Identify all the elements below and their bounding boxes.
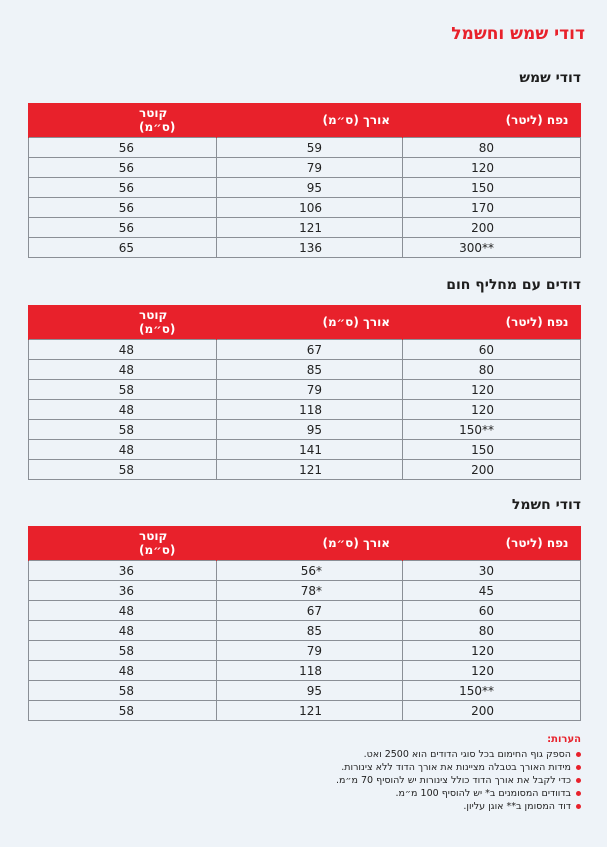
cell-capacity: 150 <box>403 178 581 198</box>
cell-diameter: 58 <box>29 701 217 721</box>
cell-length: *56 <box>217 561 403 581</box>
cell-length: *78 <box>217 581 403 601</box>
column-header-capacity: נפח (ליטר) <box>403 103 581 138</box>
section-title-electric: דודי חשמל <box>511 497 581 513</box>
table-heat-exchanger <box>28 305 581 480</box>
cell-length: 95 <box>217 681 403 701</box>
table-row <box>29 198 581 218</box>
table-row <box>29 701 581 721</box>
cell-diameter: 65 <box>29 238 217 258</box>
table-row <box>29 138 581 158</box>
cell-length: 67 <box>217 340 403 360</box>
note-item: מידות האורך בטבלה מציינות את אורך הדוד ללא צינורות. <box>41 761 581 774</box>
cell-diameter: 56 <box>29 138 217 158</box>
cell-diameter: 48 <box>29 601 217 621</box>
cell-length: 67 <box>217 601 403 621</box>
cell-length: 95 <box>217 420 403 440</box>
table-row <box>29 218 581 238</box>
column-header-length: אורך (ס״מ) <box>217 103 403 138</box>
cell-diameter: 48 <box>29 340 217 360</box>
section-title-heat-exchanger: דודים עם מחליף חום <box>446 277 581 293</box>
cell-length: 118 <box>217 661 403 681</box>
cell-diameter: 58 <box>29 380 217 400</box>
table-row <box>29 440 581 460</box>
cell-capacity: 120 <box>403 661 581 681</box>
cell-length: 85 <box>217 360 403 380</box>
cell-diameter: 56 <box>29 158 217 178</box>
cell-capacity: 60 <box>403 340 581 360</box>
note-item: דוד המסומן ב** אוגן עליון. <box>41 800 581 813</box>
cell-length: 95 <box>217 178 403 198</box>
table-row <box>29 621 581 641</box>
table-row <box>29 641 581 661</box>
column-header-diameter: קוטר (ס״מ) <box>29 526 217 561</box>
cell-diameter: 48 <box>29 661 217 681</box>
cell-length: 121 <box>217 460 403 480</box>
column-header-diameter: קוטר (ס״מ) <box>29 103 217 138</box>
table-row <box>29 661 581 681</box>
cell-capacity: 200 <box>403 218 581 238</box>
column-header-capacity: נפח (ליטר) <box>403 305 581 340</box>
table-row <box>29 561 581 581</box>
cell-length: 59 <box>217 138 403 158</box>
table-row <box>29 178 581 198</box>
cell-diameter: 36 <box>29 561 217 581</box>
table-row <box>29 360 581 380</box>
cell-diameter: 48 <box>29 440 217 460</box>
cell-capacity: **150 <box>403 420 581 440</box>
cell-length: 118 <box>217 400 403 420</box>
table-row <box>29 400 581 420</box>
notes-title: הערות: <box>547 734 581 745</box>
cell-diameter: 58 <box>29 420 217 440</box>
table-solar <box>28 103 581 258</box>
cell-capacity: 80 <box>403 621 581 641</box>
cell-capacity: 60 <box>403 601 581 621</box>
cell-length: 141 <box>217 440 403 460</box>
cell-length: 106 <box>217 198 403 218</box>
table-row <box>29 420 581 440</box>
page-title: דודי שמש וחשמל <box>451 24 585 44</box>
section-title-solar: דודי שמש <box>519 70 581 86</box>
cell-capacity: 200 <box>403 701 581 721</box>
cell-capacity: 80 <box>403 138 581 158</box>
cell-diameter: 58 <box>29 641 217 661</box>
cell-diameter: 56 <box>29 218 217 238</box>
column-header-capacity: נפח (ליטר) <box>403 526 581 561</box>
column-header-length: אורך (ס״מ) <box>217 305 403 340</box>
cell-diameter: 36 <box>29 581 217 601</box>
table-row <box>29 460 581 480</box>
cell-diameter: 48 <box>29 400 217 420</box>
cell-capacity: 200 <box>403 460 581 480</box>
cell-length: 85 <box>217 621 403 641</box>
column-header-length: אורך (ס״מ) <box>217 526 403 561</box>
table-row <box>29 601 581 621</box>
note-item: בדוודים המסומנים ב* יש להוסיף 100 מ״מ. <box>41 787 581 800</box>
table-row <box>29 380 581 400</box>
cell-diameter: 56 <box>29 198 217 218</box>
cell-capacity: 120 <box>403 380 581 400</box>
table-row <box>29 581 581 601</box>
table-row <box>29 681 581 701</box>
table-row <box>29 340 581 360</box>
cell-diameter: 58 <box>29 460 217 480</box>
cell-capacity: 45 <box>403 581 581 601</box>
cell-capacity: **150 <box>403 681 581 701</box>
cell-length: 79 <box>217 380 403 400</box>
notes <box>41 733 581 813</box>
table-electric <box>28 526 581 721</box>
cell-capacity: 30 <box>403 561 581 581</box>
cell-capacity: **300 <box>403 238 581 258</box>
cell-length: 136 <box>217 238 403 258</box>
cell-length: 79 <box>217 641 403 661</box>
note-item: כדי לקבל את אורך הדוד כולל צינורות יש להוסיף 70 מ״מ. <box>41 774 581 787</box>
table-row <box>29 158 581 178</box>
table-row <box>29 238 581 258</box>
cell-capacity: 120 <box>403 400 581 420</box>
cell-capacity: 170 <box>403 198 581 218</box>
cell-diameter: 48 <box>29 621 217 641</box>
cell-length: 121 <box>217 218 403 238</box>
note-item: הספק גוף החימום בכל סוגי הדודים הוא 2500 ואט. <box>41 748 581 761</box>
column-header-diameter: קוטר (ס״מ) <box>29 305 217 340</box>
table-header-row <box>29 526 581 561</box>
cell-capacity: 120 <box>403 641 581 661</box>
cell-diameter: 48 <box>29 360 217 380</box>
cell-capacity: 120 <box>403 158 581 178</box>
cell-diameter: 58 <box>29 681 217 701</box>
cell-length: 79 <box>217 158 403 178</box>
cell-capacity: 150 <box>403 440 581 460</box>
notes-list <box>41 748 581 813</box>
table-header-row <box>29 103 581 138</box>
cell-length: 121 <box>217 701 403 721</box>
cell-diameter: 56 <box>29 178 217 198</box>
cell-capacity: 80 <box>403 360 581 380</box>
table-header-row <box>29 305 581 340</box>
